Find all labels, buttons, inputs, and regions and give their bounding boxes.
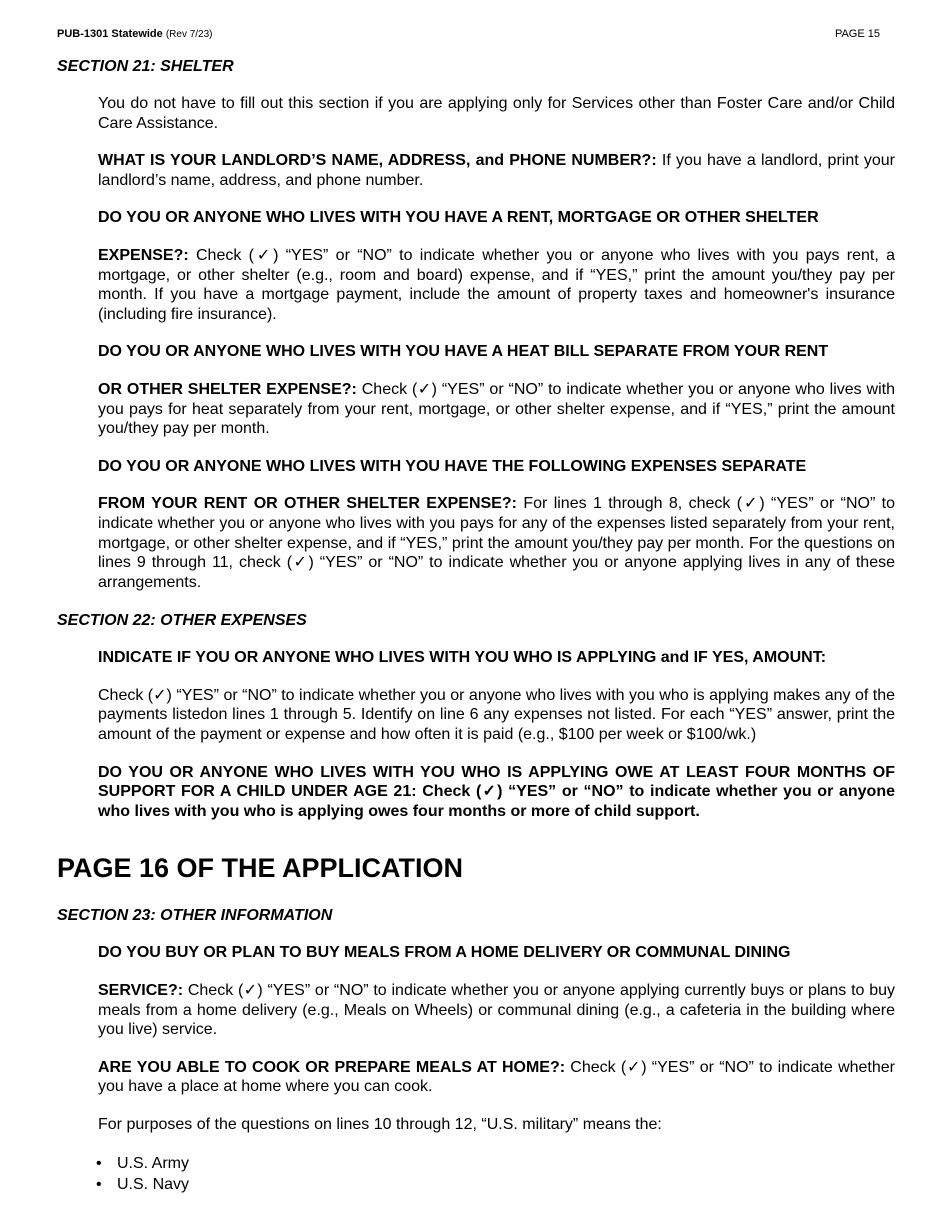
- section-21-intro: You do not have to fill out this section if you are applying only for Services other than Foster Care and/or Child Care Assistance.: [98, 95, 895, 132]
- rent-text: Check (✓) “YES” or “NO” to indicate whether you or anyone who lives with you pays rent, a mortgage, or other shelter (e.g., room and board) expense, and if “YES,” print the amount you/they pay per month. If you have a mortgage payment, include the amount of property taxes and homeowner's insurance (including fire insurance).: [98, 246, 895, 323]
- rent-question: EXPENSE?:: [98, 246, 189, 264]
- section-23-body: [98, 943, 895, 1134]
- form-id: PUB-1301 Statewide: [57, 28, 163, 40]
- heat-text: Check (✓) “YES” or “NO” to indicate whether you or anyone who lives with you pays for heat separately from your rent, mortgage, or other shelter expense, and if “YES,” print the amount you/they pay per month.: [98, 380, 895, 438]
- document-body: [57, 56, 895, 1195]
- landlord-question: WHAT IS YOUR LANDLORD’S NAME, ADDRESS, and PHONE NUMBER?:: [98, 152, 657, 170]
- form-identifier: [57, 28, 213, 40]
- meals-question-line: DO YOU BUY OR PLAN TO BUY MEALS FROM A HOME DELIVERY OR COMMUNAL DINING: [98, 944, 791, 962]
- meals-paragraph: [98, 981, 895, 1040]
- page-16-heading: PAGE 16 OF THE APPLICATION: [57, 853, 464, 884]
- heat-paragraph: [98, 380, 895, 439]
- page-number: PAGE 15: [834, 28, 880, 40]
- expenses-question: FROM YOUR RENT OR OTHER SHELTER EXPENSE?:: [98, 495, 517, 513]
- section-23-title: SECTION 23: OTHER INFORMATION: [57, 907, 333, 925]
- meals-text: Check (✓) “YES” or “NO” to indicate whether you or anyone applying currently buys or plans to buy meals from a home delivery (e.g., Meals on Wheels) or communal dining (e.g., a cafeteria in the building where you live) service.: [98, 982, 895, 1039]
- military-intro: For purposes of the questions on lines 10 through 12, “U.S. military” means the:: [98, 1116, 662, 1133]
- landlord-paragraph: [98, 151, 895, 190]
- cook-question: ARE YOU ABLE TO COOK OR PREPARE MEALS AT HOME?:: [98, 1058, 566, 1076]
- landlord-text: If you have a landlord, print your landlord’s name, address, and phone number.: [98, 152, 895, 189]
- page-header: [57, 28, 880, 40]
- meals-question: SERVICE?:: [98, 982, 184, 1000]
- heat-question-line: DO YOU OR ANYONE WHO LIVES WITH YOU HAVE A HEAT BILL SEPARATE FROM YOUR RENT: [98, 343, 829, 361]
- other-expenses-text: Check (✓) “YES” or “NO” to indicate whether you or anyone who lives with you who is applying makes any of the payments listedon lines 1 through 5. Identify on line 6 any expenses not listed. For each “YES” answer, print the amount of the payment or expense and how often it is paid (e.g., $100 per week or $100/wk.): [98, 686, 895, 744]
- expenses-text: For lines 1 through 8, check (✓) “YES” or “NO” to indicate whether you or anyone who lives with you pays for any of the expenses listed separately from your rent, mortgage, or other shelter expense, and if “YES,” print the amount you/they pay per month. For the questions on lines 9 through 11, check (✓) “YES” or “NO” to indicate whether you or anyone applying lives in any of these arrangements.: [98, 495, 896, 591]
- section-21-body: [98, 94, 895, 592]
- cook-paragraph: [98, 1058, 895, 1097]
- child-support-paragraph: DO YOU OR ANYONE WHO LIVES WITH YOU WHO IS APPLYING OWE AT LEAST FOUR MONTHS OF SUPPORT FOR A CHILD UNDER AGE 21: Check (✓) “YES” or “NO” to indicate whether you or anyone who lives with you who is applying owes four months or more of child support.: [98, 763, 895, 820]
- rent-paragraph: [98, 246, 895, 324]
- expenses-question-line: DO YOU OR ANYONE WHO LIVES WITH YOU HAVE THE FOLLOWING EXPENSES SEPARATE: [98, 457, 807, 475]
- section-22-title: SECTION 22: OTHER EXPENSES: [57, 612, 307, 630]
- section-22-body: [98, 648, 895, 821]
- expenses-paragraph: [98, 494, 895, 592]
- section-21-title: SECTION 21: SHELTER: [57, 58, 234, 75]
- other-expenses-question: INDICATE IF YOU OR ANYONE WHO LIVES WITH YOU WHO IS APPLYING and IF YES, AMOUNT:: [98, 649, 827, 667]
- list-item: • U.S. Navy: [96, 1174, 895, 1195]
- heat-question: OR OTHER SHELTER EXPENSE?:: [98, 380, 357, 398]
- revision-date: (Rev 7/23): [165, 29, 213, 40]
- military-list: [57, 1153, 895, 1195]
- list-item: • U.S. Army: [96, 1153, 895, 1174]
- cook-text: Check (✓) “YES” or “NO” to indicate whether you have a place at home where you can cook.: [98, 1058, 895, 1096]
- rent-question-line: DO YOU OR ANYONE WHO LIVES WITH YOU HAVE A RENT, MORTGAGE OR OTHER SHELTER: [98, 209, 819, 227]
